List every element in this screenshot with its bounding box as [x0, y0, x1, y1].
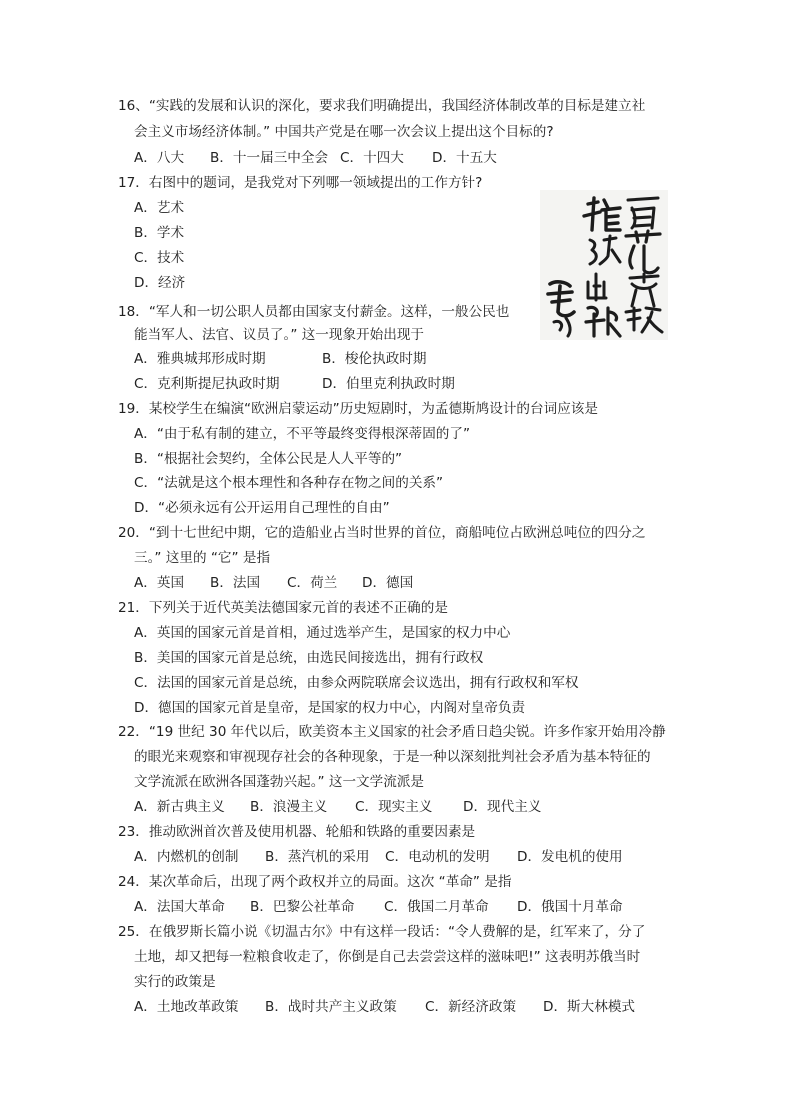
q25-option-b: B．战时共产主义政策: [265, 999, 397, 1015]
calligraphy-strokes: [540, 190, 668, 340]
q19-option-b: B．“根据社会契约，全体公民是人人平等的”: [134, 451, 403, 467]
q22-stem-line2: 的眼光来观察和审视现存社会的各种现象，于是一种以深刻批判社会矛盾为基本特征的: [134, 749, 651, 765]
q20-stem-line2: 三。” 这里的 “它” 是指: [134, 550, 271, 566]
q21-option-b: B．美国的国家元首是总统，由选民间接选出，拥有行政权: [134, 650, 484, 666]
q22-option-d: D．现代主义: [463, 799, 542, 815]
q16-option-b: B．十一届三中全会: [210, 150, 329, 166]
q18-option-c: C．克利斯提尼执政时期: [134, 376, 280, 392]
q20-option-b: B．法国: [210, 575, 261, 591]
calligraphy-image: [540, 190, 668, 340]
q25-stem-line2: 土地，却又把每一粒粮食收走了，你倒是自己去尝尝这样的滋味吧!” 这表明苏俄当时: [134, 949, 641, 965]
q22-option-b: B．浪漫主义: [250, 799, 328, 815]
q20-stem-line1: 20．“到十七世纪中期，它的造船业占当时世界的首位，商船吨位占欧洲总吨位的四分之: [118, 525, 646, 541]
q16-stem-line2: 会主义市场经济体制。” 中国共产党是在哪一次会议上提出这个目标的?: [134, 124, 554, 140]
q22-option-c: C．现实主义: [355, 799, 433, 815]
q18-option-b: B．梭伦执政时期: [322, 351, 427, 367]
q25-stem-line1: 25．在俄罗斯长篇小说《切温古尔》中有这样一段话：“令人费解的是，红军来了，分了: [118, 924, 646, 940]
q17-option-c: C．技术: [134, 250, 185, 266]
q20-option-d: D．德国: [362, 575, 414, 591]
q23-stem-line1: 23．推动欧洲首次普及使用机器、轮船和铁路的重要因素是: [118, 824, 476, 840]
q18-stem-line2: 能当军人、法官、议员了。” 这一现象开始出现于: [134, 327, 425, 343]
q18-option-d: D．伯里克利执政时期: [322, 376, 455, 392]
q24-option-c: C．俄国二月革命: [384, 899, 489, 915]
q22-stem-line1: 22．“19 世纪 30 年代以后，欧美资本主义国家的社会矛盾日趋尖锐。许多作家开始用冷静: [118, 724, 666, 740]
q25-option-c: C．新经济政策: [425, 999, 517, 1015]
q20-option-a: A．英国: [134, 575, 185, 591]
q16-option-d: D．十五大: [432, 150, 497, 166]
q25-option-a: A．土地改革政策: [134, 999, 239, 1015]
q17-stem-line1: 17．右图中的题词，是我党对下列哪一领域提出的工作方针?: [118, 175, 483, 191]
q24-option-a: A．法国大革命: [134, 899, 225, 915]
q23-option-b: B．蒸汽机的采用: [265, 849, 370, 865]
q19-stem-line1: 19．某校学生在编演“欧洲启蒙运动”历史短剧时，为孟德斯鸠设计的台词应该是: [118, 401, 598, 417]
q21-stem-line1: 21．下列关于近代英美法德国家元首的表述不正确的是: [118, 600, 448, 616]
q17-option-d: D．经济: [134, 275, 186, 291]
q16-stem-line1: 16、“实践的发展和认识的深化，要求我们明确提出，我国经济体制改革的目标是建立社: [118, 98, 646, 114]
q23-option-c: C．电动机的发明: [385, 849, 490, 865]
q24-option-b: B．巴黎公社革命: [250, 899, 355, 915]
q21-option-d: D．德国的国家元首是皇帝，是国家的权力中心，内阁对皇帝负责: [134, 700, 526, 716]
q19-option-a: A．“由于私有制的建立，不平等最终变得根深蒂固的了”: [134, 426, 471, 442]
q19-option-c: C．“法就是这个根本理性和各种存在物之间的关系”: [134, 475, 444, 491]
q17-option-a: A．艺术: [134, 200, 185, 216]
q21-option-c: C．法国的国家元首是总统，由参众两院联席会议选出，拥有行政权和军权: [134, 675, 579, 691]
q23-option-a: A．内燃机的创制: [134, 849, 239, 865]
q24-option-d: D．俄国十月革命: [517, 899, 623, 915]
q22-option-a: A．新古典主义: [134, 799, 225, 815]
q23-option-d: D．发电机的使用: [517, 849, 623, 865]
q16-option-c: C．十四大: [340, 150, 404, 166]
q21-option-a: A．英国的国家元首是首相，通过选举产生，是国家的权力中心: [134, 625, 511, 641]
q25-option-d: D．斯大林模式: [543, 999, 636, 1015]
q18-stem-line1: 18．“军人和一切公职人员都由国家支付薪金。这样，一般公民也: [118, 304, 510, 320]
q18-option-a: A．雅典城邦形成时期: [134, 351, 266, 367]
q19-option-d: D．“必须永远有公开运用自己理性的自由”: [134, 500, 390, 516]
q16-option-a: A．八大: [134, 150, 185, 166]
q17-option-b: B．学术: [134, 225, 185, 241]
q22-stem-line3: 文学流派在欧洲各国蓬勃兴起。” 这一文学流派是: [134, 774, 425, 790]
q25-stem-line3: 实行的政策是: [134, 974, 216, 990]
q24-stem-line1: 24．某次革命后，出现了两个政权并立的局面。这次 “革命” 是指: [118, 874, 512, 890]
q20-option-c: C．荷兰: [287, 575, 338, 591]
